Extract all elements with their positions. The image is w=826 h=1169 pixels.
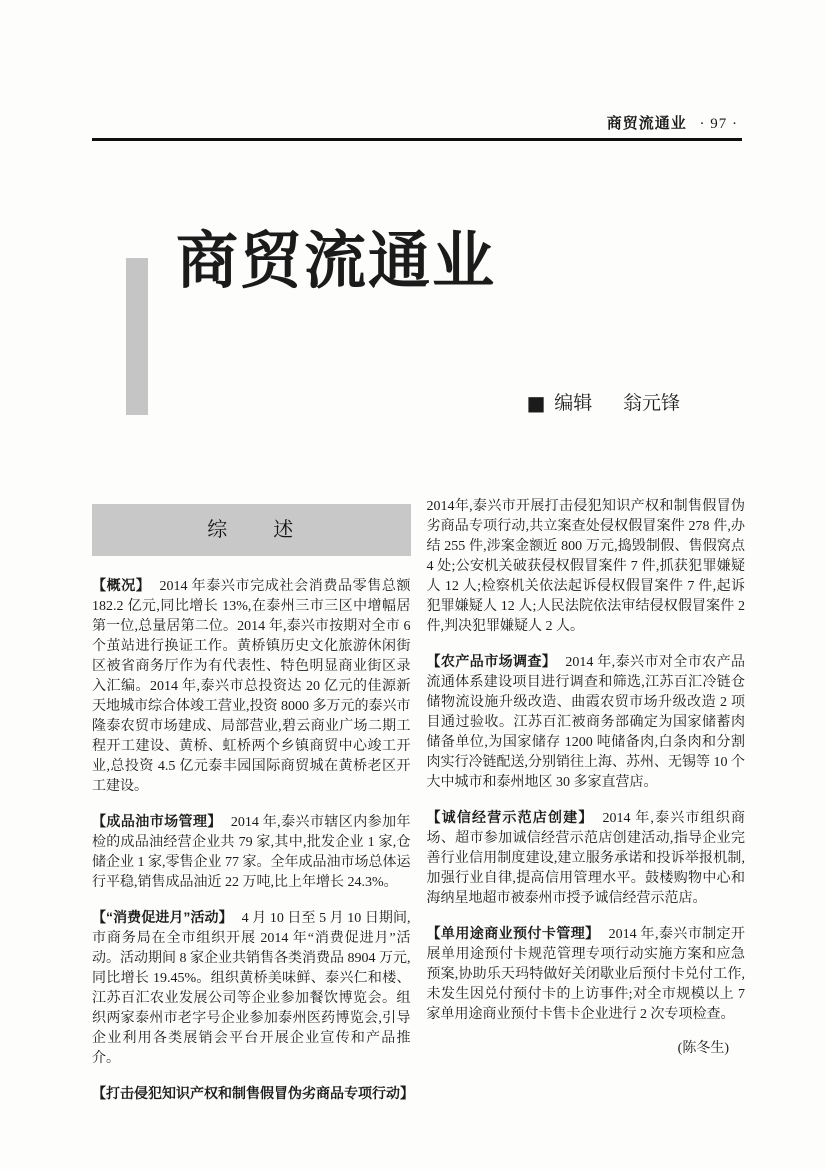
editor-label: 编辑 bbox=[554, 393, 593, 414]
body-columns bbox=[92, 497, 745, 1105]
running-head bbox=[607, 112, 738, 133]
paragraph-agri-market-survey bbox=[427, 651, 746, 793]
paragraph-label: 【打击侵犯知识产权和制售假冒伪劣商品专项行动】 bbox=[92, 1085, 414, 1101]
editor-name: 翁元锋 bbox=[622, 393, 680, 414]
paragraph-label: 【农产品市场调查】 bbox=[426, 653, 557, 669]
paragraph-overview bbox=[92, 575, 411, 797]
paragraph-label: 【诚信经营示范店创建】 bbox=[426, 809, 594, 825]
byline: (陈冬生) bbox=[677, 1041, 729, 1056]
section-header-label: 综 述 bbox=[207, 519, 296, 541]
paragraph-text: 2014 年,泰兴市对全市农产品流通体系建设项目进行调查和筛选,江苏百汇冷链仓储物流设施升级改造、曲霞农贸市场升级改造 2 项目通过验收。江苏百汇被商务部确定为国家储蓄肉储备单位,为国家储存 1200 吨储备肉,白条肉和分割肉实行冷链配送,分别销往上海、苏州、无锡等 10 个大中城市和泰州地区 30 多家直营店。 bbox=[426, 655, 746, 790]
paragraph-label: 【“消费促进月”活动】 bbox=[92, 909, 233, 925]
right-column bbox=[427, 497, 746, 1105]
paragraph-label: 【单用途商业预付卡管理】 bbox=[426, 925, 600, 941]
editor-line bbox=[0, 388, 680, 415]
paragraph-text: 4 月 10 日至 5 月 10 日期间,市商务局在全市组织开展 2014 年“消费促进月”活动。活动期间 8 家企业共销售各类消费品 8904 万元,同比增长 19.45%。组织黄桥美味鲜、泰兴仁和楼、江苏百汇农业发展公司等企业参加餐饮博览会。组织两家泰州市老字号企业参加泰州医药博览会,引导企业利用各类展销会平台开展企业宣传和产品推介。 bbox=[92, 911, 411, 1066]
square-bullet-icon: ■ bbox=[526, 391, 546, 415]
paragraph-anti-counterfeit-heading bbox=[92, 1083, 414, 1105]
paragraph-label: 【成品油市场管理】 bbox=[92, 813, 222, 829]
paragraph-label: 【概况】 bbox=[92, 577, 151, 593]
paragraph-consumption-month bbox=[92, 907, 411, 1069]
paragraph-refined-oil-market bbox=[92, 811, 411, 893]
paragraph-text: 2014 年泰兴市完成社会消费品零售总额 182.2 亿元,同比增长 13%,在泰州三市三区中增幅居第一位,总量居第二位。2014 年,泰兴市按期对全市 6 个茧站进行换证工作。黄桥镇历史文化旅游休闲街区被省商务厅作为有代表性、特色明显商业街区录入汇编。2014 年,泰兴市总投资达 20 亿元的佳源新天地城市综合体竣工营业,投资 8000 多万元的泰兴市隆泰农贸市场建成、局部营业,碧云商业广场二期工程开工建设、黄桥、虹桥两个乡镇商贸中心竣工开业,总投资 4.5 亿元泰丰园国际商贸城在黄桥老区开工建设。 bbox=[92, 579, 411, 794]
paragraph-prepaid-card bbox=[427, 923, 746, 1025]
paragraph-anti-counterfeit-body bbox=[427, 497, 746, 637]
running-head-page-number: · 97 · bbox=[699, 116, 738, 132]
section-header-overview bbox=[92, 504, 411, 556]
paragraph-text: 2014年,泰兴市开展打击侵犯知识产权和制售假冒伪劣商品专项行动,共立案查处侵权假冒案件 278 件,办结 255 件,涉案金额近 800 万元,捣毁制假、售假窝点 4 处;公安机关破获侵权假冒案件 7 件,抓获犯罪嫌疑人 12 人;检察机关依法起诉侵权假冒案件 7 件,起诉犯罪嫌疑人 12 人;人民法院依法审结侵权假冒案件 2 件,判决犯罪嫌疑人 2 人。 bbox=[426, 499, 745, 634]
chapter-title: 商贸流通业 bbox=[176, 228, 497, 296]
paragraph-text: 2014 年,泰兴市制定开展单用途预付卡规范管理专项行动实施方案和应急预案,协助乐天玛特做好关闭歇业后预付卡兑付工作,未发生因兑付预付卡的上访事件;对全市规模以上 7 家单用途商业预付卡售卡企业进行 2 次专项检查。 bbox=[426, 927, 746, 1022]
left-column bbox=[92, 497, 414, 1105]
paragraph-text: 2014 年,泰兴市组织商场、超市参加诚信经营示范店创建活动,指导企业完善行业信用制度建设,建立服务承诺和投诉举报机制,加强行业自律,提高信用管理水平。鼓楼购物中心和海纳星地超市被泰州市授予诚信经营示范店。 bbox=[426, 811, 746, 906]
running-head-section: 商贸流通业 bbox=[606, 115, 687, 132]
paragraph-text: 2014 年,泰兴市辖区内参加年检的成品油经营企业共 79 家,其中,批发企业 1 家,仓储企业 1 家,零售企业 77 家。全年成品油市场总体运行平稳,销售成品油近 22 万吨,比上年增长 24.3%。 bbox=[92, 815, 411, 890]
paragraph-integrity-stores bbox=[427, 807, 746, 909]
header-rule bbox=[92, 138, 742, 141]
